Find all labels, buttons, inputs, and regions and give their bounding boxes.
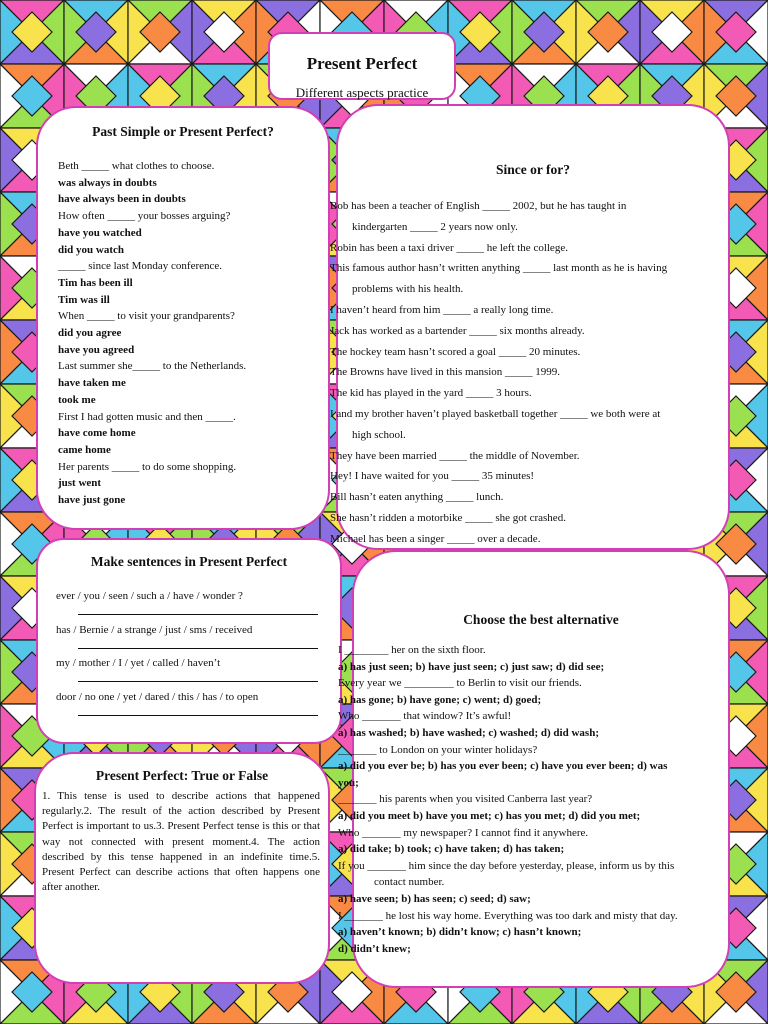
since-for-sentence: She hasn’t ridden a motorbike _____ she got crashed. <box>330 512 566 524</box>
since-for-heading: Since or for? <box>496 162 570 177</box>
question-line: _______ his parents when you visited Canberra last year? <box>338 793 593 806</box>
answer-option: a) have seen; b) has seen; c) seed; d) saw; <box>338 893 531 905</box>
question-line: _______ to London on your winter holidays? <box>338 743 538 756</box>
since-for-sentence: Robin has been a taxi driver _____ he left the college. <box>330 241 568 254</box>
answer-option: have just gone <box>58 494 126 506</box>
answer-option: you; <box>338 776 359 789</box>
since-for-sentence: problems with his health. <box>352 283 464 296</box>
true-false-statements: 1. This tense is used to describe actions that happened regularly.2. The result of the action described by Present Perfect is important to us.3. Present Perfect tense is this or that way not connected with present moment.4. The action described by this tense happened in an indefinite time.5. Present Perfect can describe actions that often happens one after another. <box>42 790 320 894</box>
answer-option: just went <box>58 477 102 490</box>
since-for-sentence: I haven’t heard from him _____ a really long time. <box>330 304 554 316</box>
page-subtitle: Different aspects practice <box>295 85 429 100</box>
past-simple-section <box>36 106 330 530</box>
question-line: Last summer she_____ to the Netherlands. <box>58 360 247 373</box>
answer-option: a) did take; b) took; c) have taken; d) has taken; <box>338 843 565 856</box>
since-for-sentence: Bill hasn’t eaten anything _____ lunch. <box>330 491 504 504</box>
sentence-prompt: my / mother / I / yet / called / haven’t <box>56 657 221 669</box>
answer-blank-line[interactable] <box>78 614 318 615</box>
since-for-sentence: They have been married _____ the middle of November. <box>330 449 580 462</box>
answer-option: came home <box>58 443 111 456</box>
answer-blank-line[interactable] <box>78 681 318 682</box>
answer-blank-line[interactable] <box>78 715 318 716</box>
question-line: Her parents _____ to do some shopping. <box>58 460 237 473</box>
page-title: Present Perfect <box>306 54 418 73</box>
since-for-sentence: kindergarten _____ 2 years now only. <box>352 220 518 233</box>
question-line: When _____ to visit your grandparents? <box>58 310 235 323</box>
question-line: First I had gotten music and then _____. <box>58 410 236 423</box>
since-for-sentence: I and my brother haven’t played basketball together _____ we both were at <box>330 408 661 420</box>
answer-option: did you watch <box>58 243 125 256</box>
sentence-prompt: ever / you / seen / such a / have / wonder ? <box>56 590 243 602</box>
answer-option: a) has gone; b) have gone; c) went; d) goed; <box>338 693 542 706</box>
since-for-sentence: The hockey team hasn’t scored a goal _____ 20 minutes. <box>330 345 581 358</box>
answer-option: did you agree <box>58 327 122 339</box>
since-for-sentence: This famous author hasn’t written anything _____ last month as he is having <box>330 262 668 275</box>
since-for-section <box>330 104 730 550</box>
answer-option: took me <box>58 393 96 406</box>
answer-option: have you watched <box>58 226 142 239</box>
make-sentences-section <box>36 538 342 744</box>
since-for-sentence: The Browns have lived in this mansion _____ 1999. <box>330 366 561 379</box>
question-line: _____ since last Monday conference. <box>58 260 223 273</box>
answer-option: was always in doubts <box>58 176 157 189</box>
answer-option: Tim was ill <box>58 293 110 306</box>
true-false-section <box>34 752 330 984</box>
past-simple-heading: Past Simple or Present Perfect? <box>92 124 274 139</box>
question-line: I _______ he lost his way home. Everything was too dark and misty that day. <box>338 909 678 922</box>
answer-blank-line[interactable] <box>78 648 318 649</box>
true-false-heading: Present Perfect: True or False <box>95 768 269 783</box>
answer-option: have you agreed <box>58 343 135 356</box>
answer-option: have always been in doubts <box>58 193 186 206</box>
answer-option: a) has just seen; b) have just seen; c) just saw; d) did see; <box>338 660 605 673</box>
answer-option: a) has washed; b) have washed; c) washed; d) did wash; <box>338 727 599 739</box>
since-for-sentence: Hey! I have waited for you _____ 35 minutes! <box>330 470 535 483</box>
answer-option: d) didn’t knew; <box>338 942 411 955</box>
make-sentences-heading: Make sentences in Present Perfect <box>90 554 288 569</box>
question-line: Who _______ that window? It’s awful! <box>338 710 512 723</box>
answer-option: a) haven’t known; b) didn’t know; c) hasn’t known; <box>338 926 582 939</box>
since-for-sentence: The kid has played in the yard _____ 3 hours. <box>330 387 532 400</box>
sentence-prompt: has / Bernie / a strange / just / sms / received <box>56 623 253 636</box>
answer-option: have taken me <box>58 377 126 390</box>
question-line: Every year we _________ to Berlin to visit our friends. <box>338 677 582 690</box>
choose-alternative-heading: Choose the best alternative <box>463 612 619 627</box>
choose-alternative-section <box>338 550 730 988</box>
answer-option: Tim has been ill <box>58 276 133 289</box>
since-for-sentence: Bob has been a teacher of English _____ 2002, but he has taught in <box>330 200 627 212</box>
answer-option: a) did you meet b) have you met; c) has you met; d) did you met; <box>338 810 641 822</box>
title-box <box>268 32 456 100</box>
question-line: Who _______ my newspaper? I cannot find it anywhere. <box>338 826 589 839</box>
question-line: Beth _____ what clothes to choose. <box>58 160 215 172</box>
sentence-prompt: door / no one / yet / dared / this / has / to open <box>56 690 259 703</box>
since-for-sentence: high school. <box>352 428 406 441</box>
answer-option: have come home <box>58 427 136 440</box>
since-for-sentence: Jack has worked as a bartender _____ six months already. <box>330 324 585 337</box>
question-line: contact number. <box>374 876 445 889</box>
question-line: If you _______ him since the day before yesterday, please, inform us by this <box>338 859 675 872</box>
since-for-sentence: Michael has been a singer _____ over a decade. <box>330 532 541 545</box>
question-line: How often _____ your bosses arguing? <box>58 210 231 223</box>
answer-option: a) did you ever be; b) has you ever been; c) have you ever been; d) was <box>338 760 668 773</box>
question-line: I ________ her on the sixth floor. <box>338 644 486 656</box>
